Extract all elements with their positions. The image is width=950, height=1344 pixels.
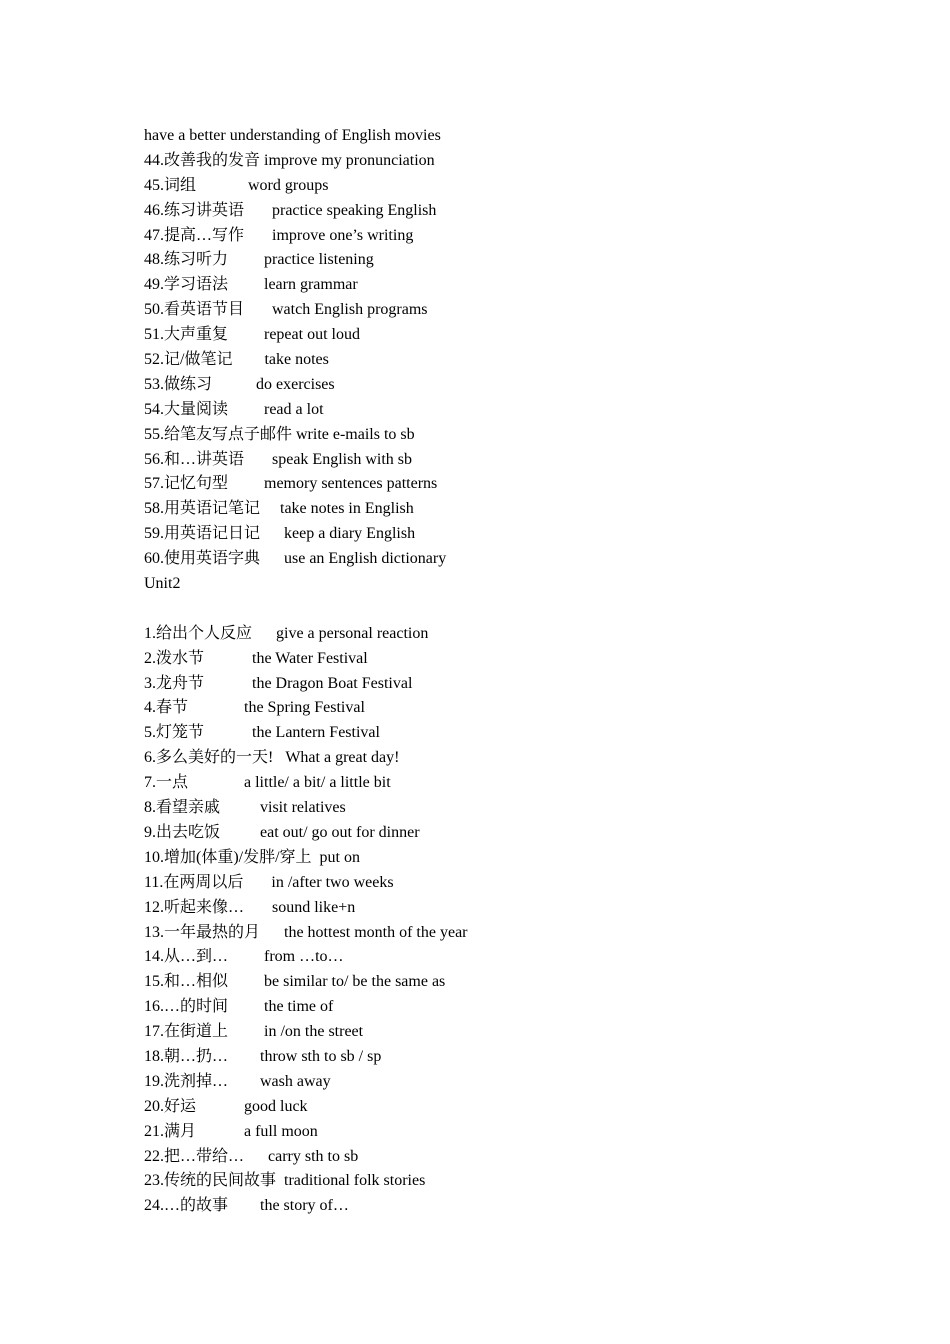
list-item: 49.学习语法 learn grammar (144, 276, 358, 294)
list-item: 10.增加(体重)/发胖/穿上 put on (144, 848, 360, 866)
blank-line (144, 597, 844, 622)
unit-heading: Unit2 (144, 575, 181, 593)
list-item: 24.…的故事 the story of… (144, 1197, 349, 1215)
list-item: 2.泼水节 the Water Festival (144, 649, 368, 667)
list-item: 14.从…到… from …to… (144, 948, 344, 966)
list-item: 1.给出个人反应 give a personal reaction (144, 624, 429, 642)
list-item: 46.练习讲英语 practice speaking English (144, 201, 437, 219)
list-item: 50.看英语节目 watch English programs (144, 301, 428, 319)
list-item: 55.给笔友写点子邮件 write e-mails to sb (144, 425, 415, 443)
list-item: 13.一年最热的月 the hottest month of the year (144, 923, 468, 941)
list-item: 23.传统的民间故事 traditional folk stories (144, 1172, 426, 1190)
list-item: 47.提高…写作 improve one’s writing (144, 226, 414, 244)
list-item: 44.改善我的发音 improve my pronunciation (144, 151, 435, 169)
list-item: 7.一点 a little/ a bit/ a little bit (144, 774, 391, 792)
list-item: 60.使用英语字典 use an English dictionary (144, 550, 447, 568)
list-item: 45.词组 word groups (144, 176, 329, 194)
list-item: 16.…的时间 the time of (144, 998, 334, 1016)
list-item: 12.听起来像… sound like+n (144, 898, 356, 916)
list-item: 51.大声重复 repeat out loud (144, 326, 360, 344)
list-item: 21.满月 a full moon (144, 1122, 318, 1140)
list-item: 11.在两周以后 in /after two weeks (144, 873, 394, 891)
list-item: 53.做练习 do exercises (144, 375, 335, 393)
list-item: 58.用英语记笔记 take notes in English (144, 500, 414, 518)
list-item: 15.和…相似 be similar to/ be the same as (144, 973, 446, 991)
list-item: 3.龙舟节 the Dragon Boat Festival (144, 674, 413, 692)
list-item: 4.春节 the Spring Festival (144, 699, 365, 717)
list-item: 48.练习听力 practice listening (144, 251, 374, 269)
list-item: 9.出去吃饭 eat out/ go out for dinner (144, 823, 420, 841)
list-item: have a better understanding of English movies (144, 127, 441, 144)
list-item: 19.洗剂掉… wash away (144, 1072, 331, 1090)
list-item: 54.大量阅读 read a lot (144, 400, 324, 418)
list-item: 17.在街道上 in /on the street (144, 1023, 364, 1041)
list-item: 8.看望亲戚 visit relatives (144, 799, 346, 817)
list-item: 56.和…讲英语 speak English with sb (144, 450, 412, 468)
list-item: 18.朝…扔… throw sth to sb / sp (144, 1047, 382, 1065)
list-item: 6.多么美好的一天! What a great day! (144, 749, 400, 767)
vocabulary-list (144, 124, 844, 1219)
list-item: 5.灯笼节 the Lantern Festival (144, 724, 380, 742)
list-item: 52.记/做笔记 take notes (144, 351, 329, 369)
list-item: 22.把…带给… carry sth to sb (144, 1147, 359, 1165)
list-item: 20.好运 good luck (144, 1097, 308, 1115)
list-item: 59.用英语记日记 keep a diary English (144, 525, 416, 543)
list-item: 57.记忆句型 memory sentences patterns (144, 475, 438, 493)
